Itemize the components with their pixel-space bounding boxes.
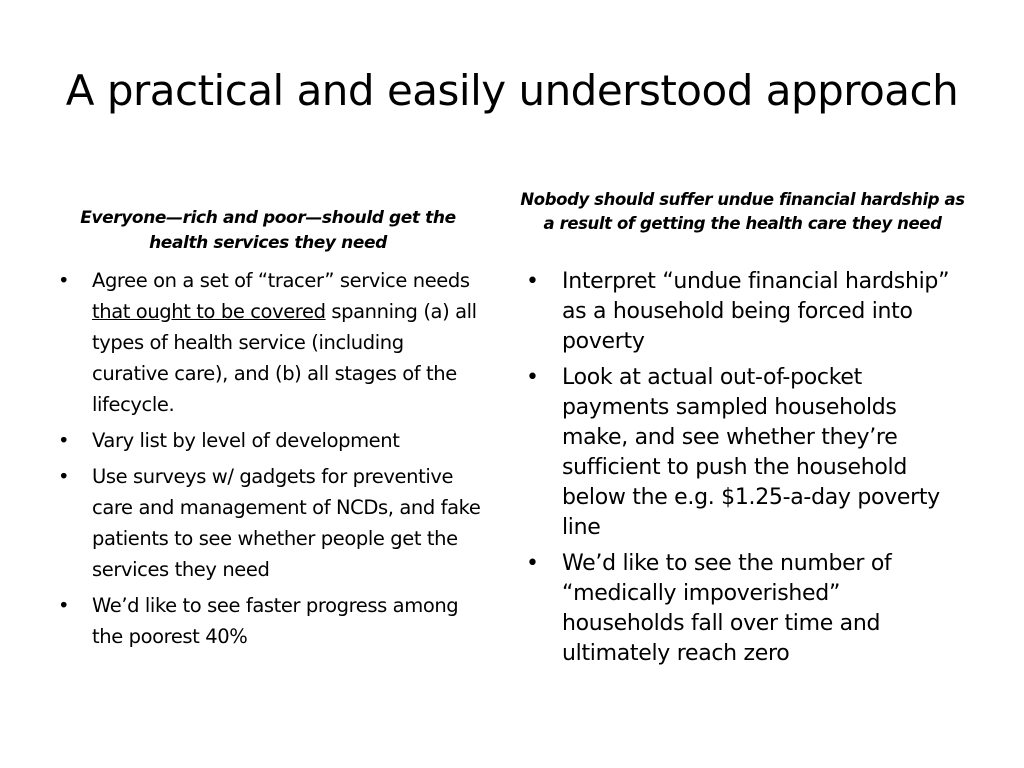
list-item xyxy=(52,265,484,420)
bullet-icon: • xyxy=(526,551,539,576)
bullet-text-after: spanning (a) all types of health service (including curative care), and (b) all stages of the lifecycle. xyxy=(92,300,477,416)
bullet-text: Interpret “undue financial hardship” as a household being forced into poverty xyxy=(562,269,950,354)
slide-title: A practical and easily understood approach xyxy=(65,66,959,116)
list-item xyxy=(520,363,965,543)
list-item xyxy=(52,461,484,585)
left-bullet-list xyxy=(52,265,484,657)
bullet-icon: • xyxy=(58,429,70,452)
left-column-heading: Everyone—rich and poor—should get the health services they need xyxy=(80,208,456,253)
list-item xyxy=(520,267,965,357)
right-bullet-list xyxy=(520,267,965,675)
bullet-text: Use surveys w/ gadgets for preventive care and management of NCDs, and fake patients to see whether people get the services they need xyxy=(92,465,481,581)
bullet-icon: • xyxy=(58,594,70,617)
bullet-text: We’d like to see faster progress among the poorest 40% xyxy=(92,594,459,648)
list-item xyxy=(52,590,484,652)
list-item xyxy=(52,425,484,456)
bullet-text-before: Agree on a set of “tracer” service needs xyxy=(92,269,470,292)
bullet-text-underlined: that ought to be covered xyxy=(92,300,326,323)
bullet-icon: • xyxy=(526,269,539,294)
bullet-text: We’d like to see the number of “medically impoverished” households fall over time and ultimately reach zero xyxy=(562,551,892,666)
bullet-icon: • xyxy=(58,269,70,292)
bullet-text: Vary list by level of development xyxy=(92,429,400,452)
bullet-icon: • xyxy=(58,465,70,488)
right-column-heading: Nobody should suffer undue financial hardship as a result of getting the health care they need xyxy=(520,190,965,233)
bullet-icon: • xyxy=(526,365,539,390)
list-item xyxy=(520,549,965,669)
bullet-text: Look at actual out-of-pocket payments sampled households make, and see whether they’re sufficient to push the household below the e.g. $1.25-a-day poverty line xyxy=(562,365,940,540)
